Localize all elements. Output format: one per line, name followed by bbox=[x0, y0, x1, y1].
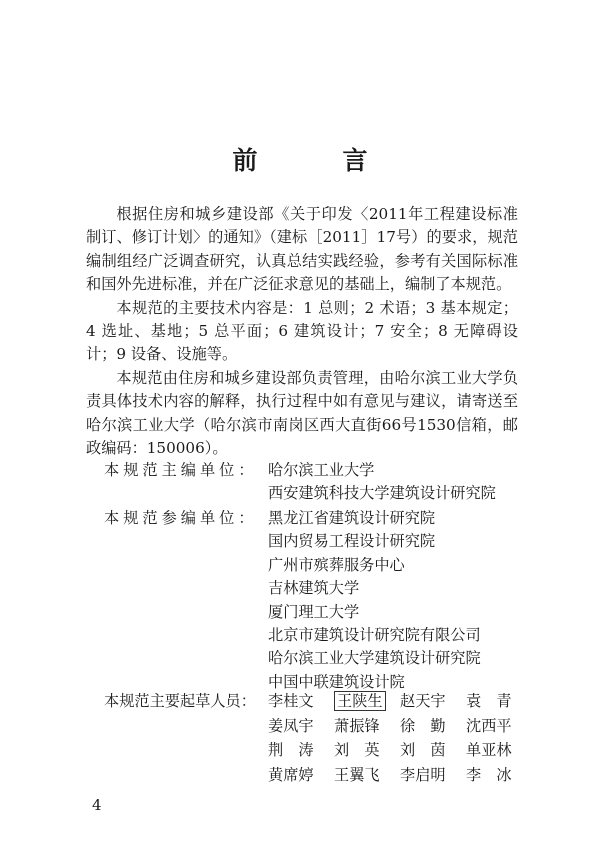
paragraph-mandate: 根据住房和城乡建设部《关于印发〈2011年工程建设标准制订、修订计划〉的通知》（建标［2011］17号）的要求，规范编制组经广泛调查研究，认真总结实践经验，参考有关国际标准和国外先进标准，并在广泛征求意见的基础上，编制了本规范。 bbox=[86, 205, 518, 294]
participating-unit: 吉林建筑大学 bbox=[268, 579, 360, 598]
drafter-name: 荆 涛 bbox=[268, 741, 314, 759]
paragraph-management: 本规范由住房和城乡建设部负责管理，由哈尔滨工业大学负责具体技术内容的解释，执行过程中如有意见与建议，请寄送至哈尔滨工业大学（哈尔滨市南岗区西大直街66号1530信箱，邮政编码：150006）。 bbox=[86, 368, 518, 458]
drafter-name: 李 冰 bbox=[466, 765, 512, 784]
page-number: 4 bbox=[92, 796, 102, 814]
drafter-name: 沈西平 bbox=[466, 716, 512, 735]
participating-unit: 哈尔滨工业大学建筑设计研究院 bbox=[268, 649, 481, 668]
drafter-name: 刘 英 bbox=[334, 741, 380, 759]
drafter-name: 姜凤宇 bbox=[268, 716, 314, 735]
participating-unit: 北京市建筑设计研究院有限公司 bbox=[268, 626, 481, 645]
participating-unit: 厦门理工大学 bbox=[268, 602, 360, 621]
chief-unit: 西安建筑科技大学建筑设计研究院 bbox=[268, 484, 496, 503]
drafter-name: 萧振锋 bbox=[334, 716, 380, 735]
drafter-name: 李桂文 bbox=[268, 692, 314, 710]
chief-units-block bbox=[104, 459, 524, 506]
participating-unit: 国内贸易工程设计研究院 bbox=[268, 532, 436, 551]
drafter-names bbox=[268, 689, 526, 787]
drafter-name: 袁 青 bbox=[466, 692, 512, 710]
participating-unit: 中国中联建筑设计院 bbox=[268, 672, 405, 691]
chief-unit: 哈尔滨工业大学 bbox=[268, 461, 375, 479]
preface-body bbox=[86, 203, 518, 460]
drafter-name: 王翼飞 bbox=[334, 765, 380, 784]
drafter-name: 单亚林 bbox=[466, 741, 512, 759]
drafter-name-boxed: 王陕生 bbox=[334, 689, 400, 714]
participating-units-block bbox=[104, 507, 524, 694]
chief-units-label: 本规范主编单位： bbox=[104, 461, 258, 479]
drafters-label: 本规范主要起草人员： bbox=[104, 692, 256, 710]
participating-units-label: 本规范参编单位： bbox=[104, 509, 258, 527]
drafter-name: 刘 茵 bbox=[400, 741, 446, 759]
drafter-name: 黄席婷 bbox=[268, 765, 314, 784]
paragraph-contents: 本规范的主要技术内容是：1 总则；2 术语；3 基本规定；4 选址、基地；5 总平面；6 建筑设计；7 安全；8 无障碍设计；9 设备、设施等。 bbox=[86, 298, 518, 364]
drafter-name: 赵天宇 bbox=[400, 692, 446, 710]
page-title: 前 言 bbox=[232, 146, 398, 175]
participating-unit: 黑龙江省建筑设计研究院 bbox=[268, 509, 436, 527]
participating-unit: 广州市殡葬服务中心 bbox=[268, 555, 405, 574]
drafter-name: 徐 勤 bbox=[400, 716, 446, 735]
drafter-name: 李启明 bbox=[400, 765, 446, 784]
drafters-block bbox=[104, 689, 534, 787]
